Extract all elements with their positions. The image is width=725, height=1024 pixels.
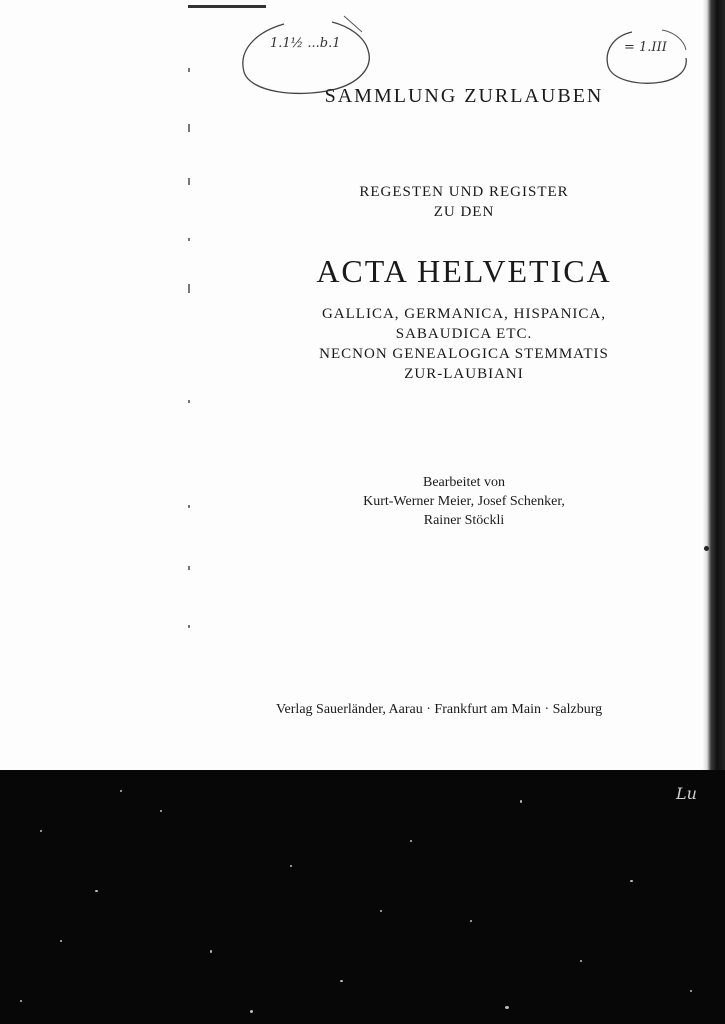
- scan-speck: [250, 1010, 253, 1013]
- publisher-line: Verlag Sauerländer, Aarau · Frankfurt am Main · Salzburg: [276, 702, 603, 717]
- scan-speck: [120, 790, 122, 792]
- pencil-note-left: 1.1½ ...b.1: [270, 36, 341, 51]
- scan-speck: [470, 920, 472, 922]
- scan-speck: [20, 1000, 22, 1002]
- editors-line: Bearbeitet von: [422, 475, 506, 490]
- scan-speck: [520, 800, 522, 803]
- scan-speck: [160, 810, 162, 812]
- scan-speck: [290, 865, 292, 867]
- scan-speck: [380, 910, 382, 912]
- margin-mark: [188, 284, 190, 293]
- scan-speck: [95, 890, 98, 892]
- margin-mark: [188, 625, 190, 628]
- editors-line: Kurt-Werner Meier, Josef Schenker,: [363, 494, 565, 509]
- margin-mark: [188, 178, 190, 185]
- margin-mark: [188, 566, 190, 570]
- margin-mark: [188, 68, 190, 72]
- scan-speck: [505, 1006, 509, 1009]
- subtitle-block: [230, 304, 698, 384]
- scan-background: [0, 770, 725, 1024]
- scan-speck: [690, 990, 692, 992]
- pencil-oval-annotation: [602, 24, 692, 94]
- scan-speck: [410, 840, 412, 842]
- regesten-heading: [230, 182, 698, 222]
- editors-line: Rainer Stöckli: [423, 513, 505, 528]
- edge-blemish: [704, 546, 709, 551]
- margin-mark: [188, 400, 190, 403]
- scan-speck: [580, 960, 582, 962]
- corner-mark: Lu: [676, 784, 697, 803]
- subtitle-line: SABAUDICA ETC.: [395, 326, 533, 342]
- scan-speck: [630, 880, 633, 882]
- scan-speck: [60, 940, 62, 942]
- scan-speck: [210, 950, 212, 953]
- subtitle-line: GALLICA, GERMANICA, HISPANICA,: [321, 306, 607, 322]
- scan-speck: [340, 980, 343, 982]
- regesten-line: REGESTEN UND REGISTER: [359, 184, 569, 200]
- pencil-note-right: = 1.III: [624, 40, 667, 55]
- series-title: SAMMLUNG ZURLAUBEN: [324, 85, 604, 107]
- margin-mark: [188, 238, 190, 241]
- regesten-line: ZU DEN: [433, 204, 495, 220]
- book-edge-shadow: [703, 0, 725, 775]
- top-edge-rule: [188, 5, 266, 8]
- main-title: ACTA HELVETICA: [316, 253, 612, 289]
- editors-block: [230, 473, 698, 530]
- margin-mark: [188, 124, 190, 132]
- margin-mark: [188, 505, 190, 508]
- scan-speck: [40, 830, 42, 832]
- subtitle-line: NECNON GENEALOGICA STEMMATIS: [319, 346, 609, 362]
- subtitle-line: ZUR-LAUBIANI: [404, 366, 524, 382]
